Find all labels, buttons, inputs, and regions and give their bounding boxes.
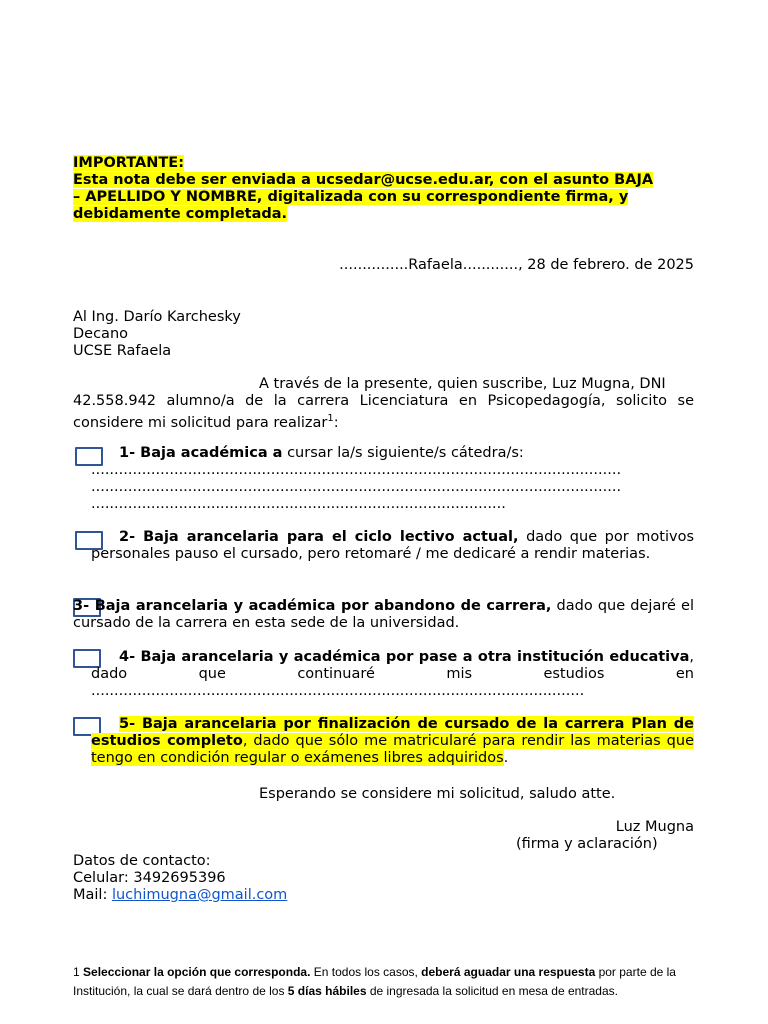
important-line-1: Esta nota debe ser enviada a ucsedar@ucse.edu.ar, con el asunto BAJA: [73, 172, 654, 188]
important-notice: [73, 155, 694, 223]
important-line-3: debidamente completada.: [73, 206, 288, 222]
footnote-part-5: 5 días hábiles: [287, 984, 367, 998]
option-3-text: dado que dejaré el cursado de la carrera en esta sede de la universidad.: [73, 598, 694, 631]
mail-link[interactable]: luchimugna@gmail.com: [111, 887, 288, 903]
date-line: ...............Rafaela............, 28 de febrero. de 2025: [339, 257, 694, 273]
option-1: [73, 445, 694, 513]
footnote-part-1: Seleccionar la opción que corresponda.: [83, 965, 311, 979]
intro-colon: :: [333, 414, 339, 431]
intro-line-1: A través de la presente, quien suscribe, Luz Mugna, DNI: [259, 376, 666, 392]
mail-label: Mail:: [73, 887, 108, 903]
option-1-dots-1[interactable]: ...................................................................................................................: [91, 462, 622, 478]
important-heading: IMPORTANTE:: [73, 155, 185, 171]
option-1-title: 1- Baja académica a: [119, 445, 283, 461]
option-4-text: , dado que continuaré mis estudios en ...........................................................................................................: [91, 649, 694, 699]
option-1-dots-2[interactable]: ...................................................................................................................: [91, 479, 622, 495]
footnote-number: 1: [73, 965, 80, 979]
intro-line-3: [73, 410, 694, 432]
option-2-text: dado que por motivos personales pauso el cursado, pero retomaré / me dedicaré a rendir materias.: [91, 529, 695, 562]
option-3-title: Baja arancelaria y académica por abandono de carrera,: [89, 598, 552, 614]
option-3: [73, 598, 694, 632]
option-2-title: 2- Baja arancelaria para el ciclo lectivo actual,: [119, 529, 519, 545]
option-4: [73, 649, 694, 700]
option-1-dots-3[interactable]: ..........................................................................................: [91, 496, 506, 512]
recipient-org: UCSE Rafaela: [73, 343, 172, 359]
option-5: [73, 716, 694, 767]
signature-name: Luz Mugna: [615, 819, 694, 835]
option-1-text: cursar la/s siguiente/s cátedra/s:: [282, 445, 524, 461]
phone-label: Celular:: [73, 870, 129, 886]
footnote-part-2: En todos los casos,: [310, 965, 422, 979]
option-3-number: 3-: [73, 598, 90, 614]
option-4-title: 4- Baja arancelaria y académica por pase a otra institución educativa: [119, 649, 690, 665]
recipient: [73, 309, 694, 360]
footnote: [73, 963, 694, 1001]
signature-caption: (firma y aclaración): [516, 836, 658, 852]
intro-footnote-ref: 1: [327, 413, 334, 424]
important-line-2: – APELLIDO Y NOMBRE, digitalizada con su correspondiente firma, y: [73, 189, 629, 205]
contact-heading: Datos de contacto:: [73, 853, 211, 869]
contact-phone: [73, 870, 694, 887]
option-5-title: 5- Baja arancelaria por finalización de cursado de la carrera Plan de estudios completo: [91, 716, 694, 749]
contact-mail: [73, 887, 694, 904]
option-5-end: .: [503, 750, 509, 766]
intro-line-2: 42.558.942 alumno/a de la carrera Licenciatura en Psicopedagogía, solicito se: [73, 393, 694, 409]
intro-line-3-text: considere mi solicitud para realizar: [73, 414, 328, 431]
intro-paragraph: [73, 376, 694, 432]
recipient-name: Al Ing. Darío Karchesky: [73, 309, 241, 325]
option-5-text: , dado que sólo me matricularé para rendir las materias que tengo en condición regular o exámenes libres adquiridos: [91, 733, 694, 766]
option-2: [73, 529, 694, 563]
footnote-part-4: por parte de la Institución, la cual se dará dentro de los: [73, 965, 676, 998]
phone-value: 3492695396: [133, 870, 226, 886]
recipient-role: Decano: [73, 326, 129, 342]
contact-block: [73, 853, 694, 904]
footnote-part-6: de ingresada la solicitud en mesa de entradas.: [366, 984, 618, 998]
closing: Esperando se considere mi solicitud, saludo atte.: [259, 786, 616, 802]
footnote-part-3: deberá aguadar una respuesta: [421, 965, 596, 979]
